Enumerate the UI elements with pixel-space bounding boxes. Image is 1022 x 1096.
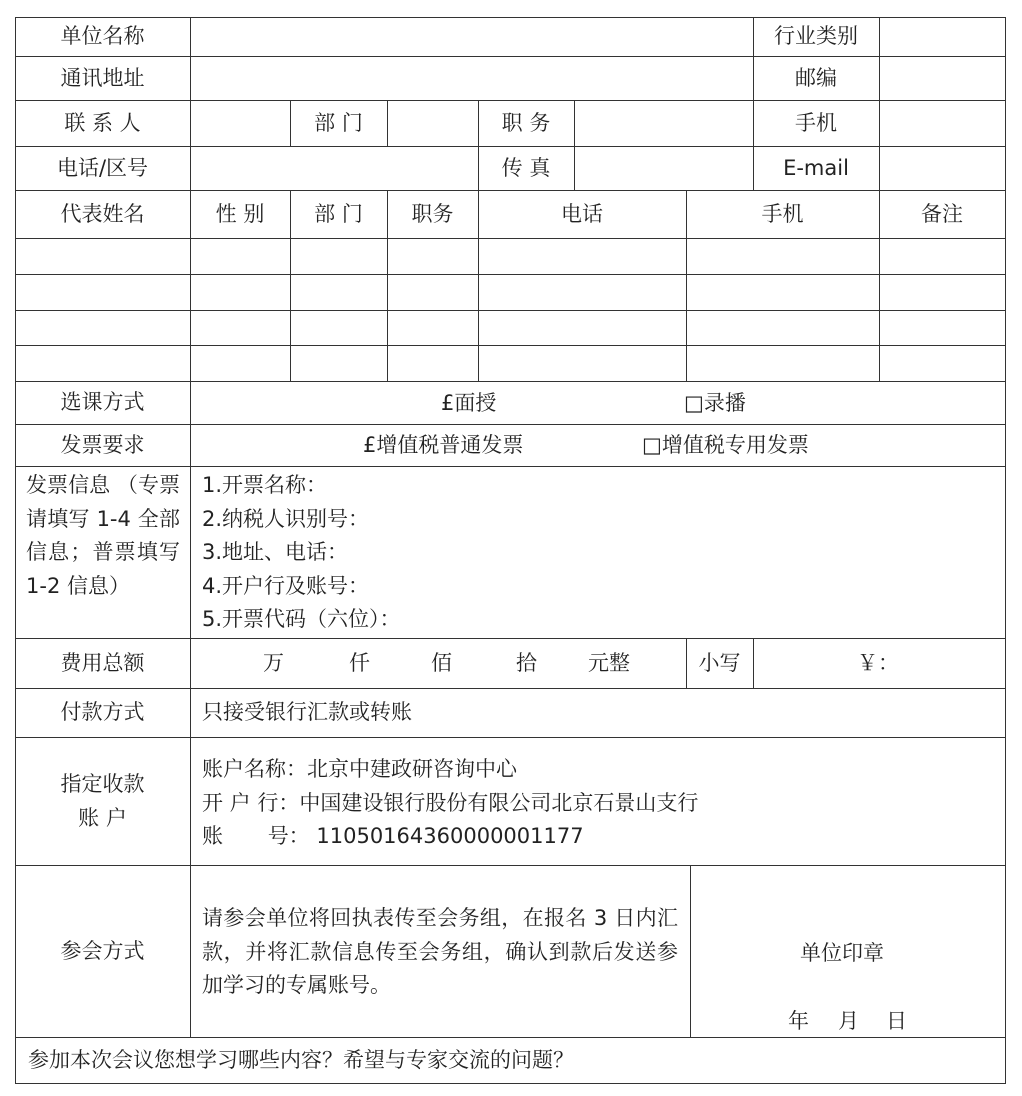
account-number-sep: 号：: [267, 824, 310, 848]
contact-field[interactable]: [191, 100, 290, 146]
invoice-req-label: 发票要求: [60, 432, 145, 457]
rep-row-1[interactable]: [16, 239, 1005, 274]
postcode-label: 邮编: [795, 65, 837, 90]
fee-unit-bai: 佰: [431, 651, 452, 675]
contact-mobile-field[interactable]: [880, 100, 1005, 146]
fee-unit-qian: 仟: [349, 651, 370, 675]
account-name: 账户名称：北京中建政研咨询中心: [202, 757, 517, 781]
date-day[interactable]: 日: [886, 1009, 907, 1033]
contact-label: 联 系 人: [64, 110, 141, 135]
date-month[interactable]: 月: [838, 1009, 859, 1033]
rep-row-4[interactable]: [16, 346, 1005, 381]
invoice-line-5[interactable]: 5.开票代码（六位）：: [202, 607, 401, 631]
payment-value: 只接受银行汇款或转账: [202, 700, 412, 724]
account-bank: 开 户 行：中国建设银行股份有限公司北京石景山支行: [202, 790, 699, 815]
rep-header-remarks: 备注: [921, 201, 963, 226]
postcode-field[interactable]: [880, 56, 1005, 100]
invoice-line-2[interactable]: 2.纳税人识别号：: [202, 506, 370, 531]
contact-dept-label: 部 门: [314, 110, 363, 135]
rep-row-2[interactable]: [16, 275, 1005, 310]
invoice-option-general[interactable]: £增值税普通发票: [363, 433, 524, 457]
course-option-recorded[interactable]: □录播: [684, 391, 746, 415]
industry-label: 行业类别: [774, 24, 858, 48]
rep-header-name: 代表姓名: [60, 201, 145, 226]
industry-field[interactable]: [880, 17, 1005, 56]
fax-label: 传 真: [501, 155, 551, 180]
fee-label: 费用总额: [60, 650, 145, 675]
payment-label: 付款方式: [60, 700, 145, 724]
date-year[interactable]: 年: [788, 1009, 809, 1033]
invoice-info-lines: [202, 469, 401, 637]
invoice-option-special[interactable]: □增值税专用发票: [642, 433, 809, 457]
account-label-line2: 账 户: [78, 805, 127, 830]
rep-header-phone: 电话: [561, 201, 603, 226]
invoice-line-3[interactable]: 3.地址、电话：: [202, 540, 349, 564]
email-label: E-mail: [783, 155, 849, 180]
contact-dept-field[interactable]: [388, 100, 478, 146]
address-field[interactable]: [191, 56, 753, 100]
course-label: 选课方式: [60, 390, 145, 414]
course-option-in-person[interactable]: £面授: [441, 391, 497, 415]
contact-position-field[interactable]: [575, 100, 753, 146]
contact-mobile-label: 手机: [795, 110, 837, 135]
fee-currency-symbol[interactable]: ￥：: [857, 651, 899, 675]
account-number-key: 账: [202, 824, 223, 848]
attend-text: 请参会单位将回执表传至会务组，在报名 3 日内汇款，并将汇款信息传至会务组，确认到款后发送参加学习的专属账号。: [202, 906, 678, 997]
rep-header-position: 职务: [411, 201, 454, 226]
rep-header-gender: 性 别: [215, 201, 265, 226]
phone-label: 电话/区号: [56, 155, 149, 180]
phone-field[interactable]: [191, 146, 478, 190]
unit-seal-label: 单位印章: [800, 941, 884, 965]
fee-unit-wan: 万: [263, 651, 284, 675]
account-number-value: 11050164360000001177: [316, 824, 584, 848]
attend-label: 参会方式: [60, 938, 145, 963]
rep-row-3[interactable]: [16, 311, 1005, 345]
invoice-line-1[interactable]: 1.开票名称：: [202, 473, 328, 497]
rep-header-mobile: 手机: [761, 201, 804, 226]
account-number-row: [202, 820, 698, 854]
account-label-line1: 指定收款: [60, 772, 145, 796]
invoice-info-label: 发票信息 （专票请填写 1-4 全部信息；普票填写 1-2 信息）: [26, 473, 180, 598]
contact-position-label: 职 务: [501, 110, 551, 135]
fax-field[interactable]: [575, 146, 753, 190]
fee-lower-label: 小写: [698, 650, 741, 675]
invoice-line-4[interactable]: 4.开户行及账号：: [202, 573, 370, 598]
email-field[interactable]: [880, 146, 1005, 190]
account-details: [202, 753, 698, 854]
unit-name-label: 单位名称: [60, 24, 145, 48]
fee-unit-yuan: 元整: [588, 651, 630, 675]
address-label: 通讯地址: [60, 65, 145, 90]
account-label: [15, 768, 190, 835]
footer-question: 参加本次会议您想学习哪些内容？希望与专家交流的问题？: [28, 1048, 574, 1072]
rep-header-dept: 部 门: [314, 201, 363, 226]
fee-unit-shi: 拾: [516, 651, 537, 675]
unit-name-field[interactable]: [191, 17, 753, 56]
